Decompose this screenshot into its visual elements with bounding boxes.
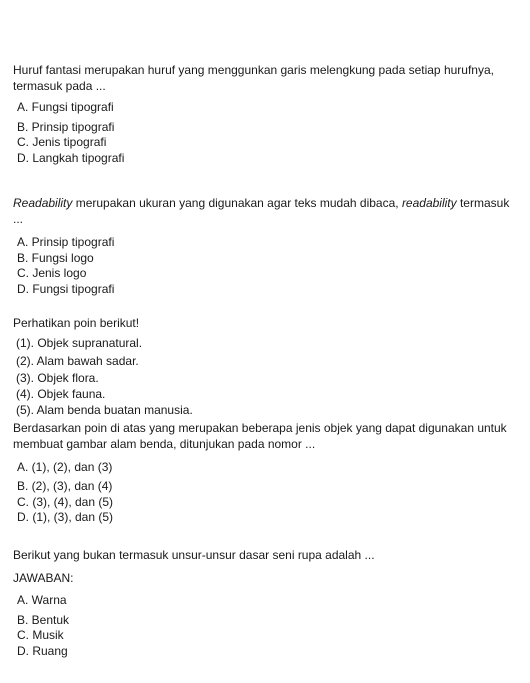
question-text: Berikut yang bukan termasuk unsur-unsur dasar seni rupa adalah ... [13,548,375,562]
option-c: C. Jenis tipografi [17,135,107,149]
italic-term-2: readability [401,196,457,210]
option-d: D. Fungsi tipografi [17,281,115,296]
answer-label: JAWABAN: [13,571,74,585]
question-text [13,195,513,227]
option-c: C. (3), (4), dan (5) [17,494,114,509]
question-4 [13,547,513,659]
point-item: (2). Alam bawah sadar. [16,353,139,368]
option-a: A. (1), (2), dan (3) [17,459,113,474]
point-item: (3). Objek flora. [16,371,99,385]
question-3 [13,315,513,526]
question-2 [13,195,513,297]
option-b: B. Bentuk [17,612,70,627]
option-a: A. Warna [17,593,67,607]
question-text-end: termasuk ... [13,196,510,226]
option-b: B. (2), (3), dan (4) [17,479,113,493]
option-list [17,235,513,297]
option-d: D. Langkah tipografi [17,150,125,165]
point-item: (1). Objek supranatural. [16,336,143,350]
italic-term: Readability [13,196,73,210]
question-text: Huruf fantasi merupakan huruf yang menggunkan garis melengkung pada setiap hurufnya, termasuk pada ... [13,63,494,93]
option-d: D. (1), (3), dan (5) [17,510,114,524]
option-b: B. Fungsi logo [17,250,94,265]
option-a: A. Prinsip tipografi [17,235,115,249]
option-c: C. Musik [17,628,64,642]
question-text: Berdasarkan poin di atas yang merupakan beberapa jenis objek yang dapat digunakan untuk membuat gambar alam benda, ditunjukan pada nomor ... [13,420,507,451]
option-list [17,100,513,166]
option-d: D. Ruang [17,643,68,658]
option-c: C. Jenis logo [17,266,87,280]
option-list [17,460,513,526]
quiz-page [13,62,513,658]
option-a: A. Fungsi tipografi [17,100,114,114]
option-b: B. Prinsip tipografi [17,119,115,134]
question-intro: Perhatikan poin berikut! [13,316,140,330]
question-text-mid: merupakan ukuran yang digunakan agar teks mudah dibaca, [72,196,402,210]
question-1 [13,62,513,166]
option-list [17,593,513,659]
point-item: (5). Alam benda buatan manusia. [16,403,193,417]
point-item: (4). Objek fauna. [16,386,106,401]
point-list [16,336,513,419]
